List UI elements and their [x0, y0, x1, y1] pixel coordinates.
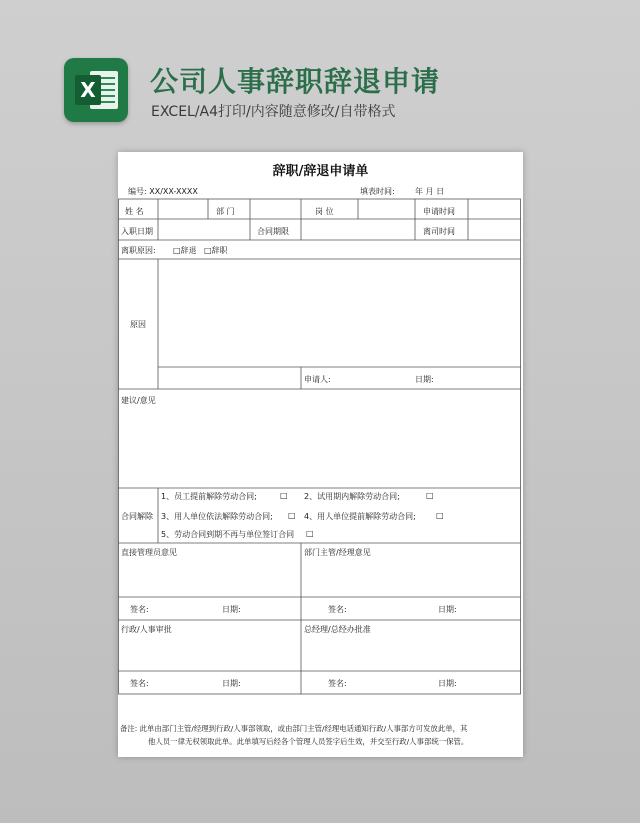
- form-title: 辞职/辞退申请单: [272, 164, 369, 179]
- reason-label: 原因: [130, 320, 146, 329]
- form-sheet: [118, 152, 523, 757]
- clause-2: 2、试用期内解除劳动合同;: [304, 492, 400, 501]
- remarks: [118, 722, 523, 748]
- sign-date-label-1: 日期:: [222, 605, 241, 614]
- suggestion-label: 建议/意见: [121, 396, 156, 405]
- sign-date-label-4: 日期:: [438, 679, 457, 688]
- name-label: 姓 名: [125, 207, 144, 216]
- post-label: 岗 位: [315, 207, 334, 216]
- form-number: 编号: XX/XX-XXXX: [128, 187, 198, 196]
- entry-date-label: 入职日期: [121, 227, 153, 236]
- clause-3: 3、用人单位依法解除劳动合同;: [161, 512, 273, 521]
- clause-2-checkbox[interactable]: □: [426, 491, 434, 500]
- applicant-label: 申请人:: [304, 375, 331, 384]
- page-subtitle: EXCEL/A4打印/内容随意修改/自带格式: [151, 104, 396, 120]
- fill-date-parts: 年 月 日: [415, 187, 445, 196]
- page-header: [0, 0, 640, 150]
- excel-letter: X: [75, 75, 101, 105]
- fill-date-label: 填表时间:: [360, 187, 395, 196]
- clause-4-checkbox[interactable]: □: [436, 511, 444, 520]
- option-resign[interactable]: □辞职: [204, 246, 228, 255]
- sign-label-1: 签名:: [130, 605, 149, 614]
- clause-5: 5、劳动合同到期不再与单位签订合同: [161, 530, 295, 539]
- sign-label-4: 签名:: [328, 679, 347, 688]
- contract-term-label: 合同期限: [257, 227, 289, 236]
- leave-time-label: 离司时间: [423, 227, 455, 236]
- sign-date-label-2: 日期:: [438, 605, 457, 614]
- apply-time-label: 申请时间: [423, 207, 455, 216]
- sign-label-2: 签名:: [328, 605, 347, 614]
- sign-date-label-3: 日期:: [222, 679, 241, 688]
- excel-icon: [64, 58, 128, 122]
- contract-label: 合同解除: [121, 512, 153, 521]
- clause-3-checkbox[interactable]: □: [288, 511, 296, 520]
- option-dismiss[interactable]: □辞退: [173, 246, 197, 255]
- clause-5-checkbox[interactable]: □: [306, 529, 314, 538]
- remarks-line-1: 备注: 此单由部门主管/经理到行政/人事部领取，或由部门主管/经理电话通知行政/人事部方可发放此单，其: [120, 724, 468, 733]
- form-grid: [118, 152, 523, 757]
- sign-label-3: 签名:: [130, 679, 149, 688]
- clause-1-checkbox[interactable]: □: [280, 491, 288, 500]
- hr-approval-label: 行政/人事审批: [121, 625, 172, 634]
- page-title: 公司人事辞职辞退申请: [150, 65, 441, 98]
- gm-approval-label: 总经理/总经办批准: [304, 625, 371, 634]
- dept-label: 部 门: [216, 207, 235, 216]
- direct-manager-label: 直接管理员意见: [121, 548, 177, 557]
- clause-1: 1、员工提前解除劳动合同;: [161, 492, 257, 501]
- dept-manager-label: 部门主管/经理意见: [304, 548, 371, 557]
- reason-type-label: 离职原因:: [121, 246, 156, 255]
- remarks-line-2: 他人员一律无权领取此单。此单填写后经各个管理人员签字后生效，并交至行政/人事部统一保管。: [148, 737, 469, 746]
- applicant-date-label: 日期:: [415, 375, 434, 384]
- clause-4: 4、用人单位提前解除劳动合同;: [304, 512, 416, 521]
